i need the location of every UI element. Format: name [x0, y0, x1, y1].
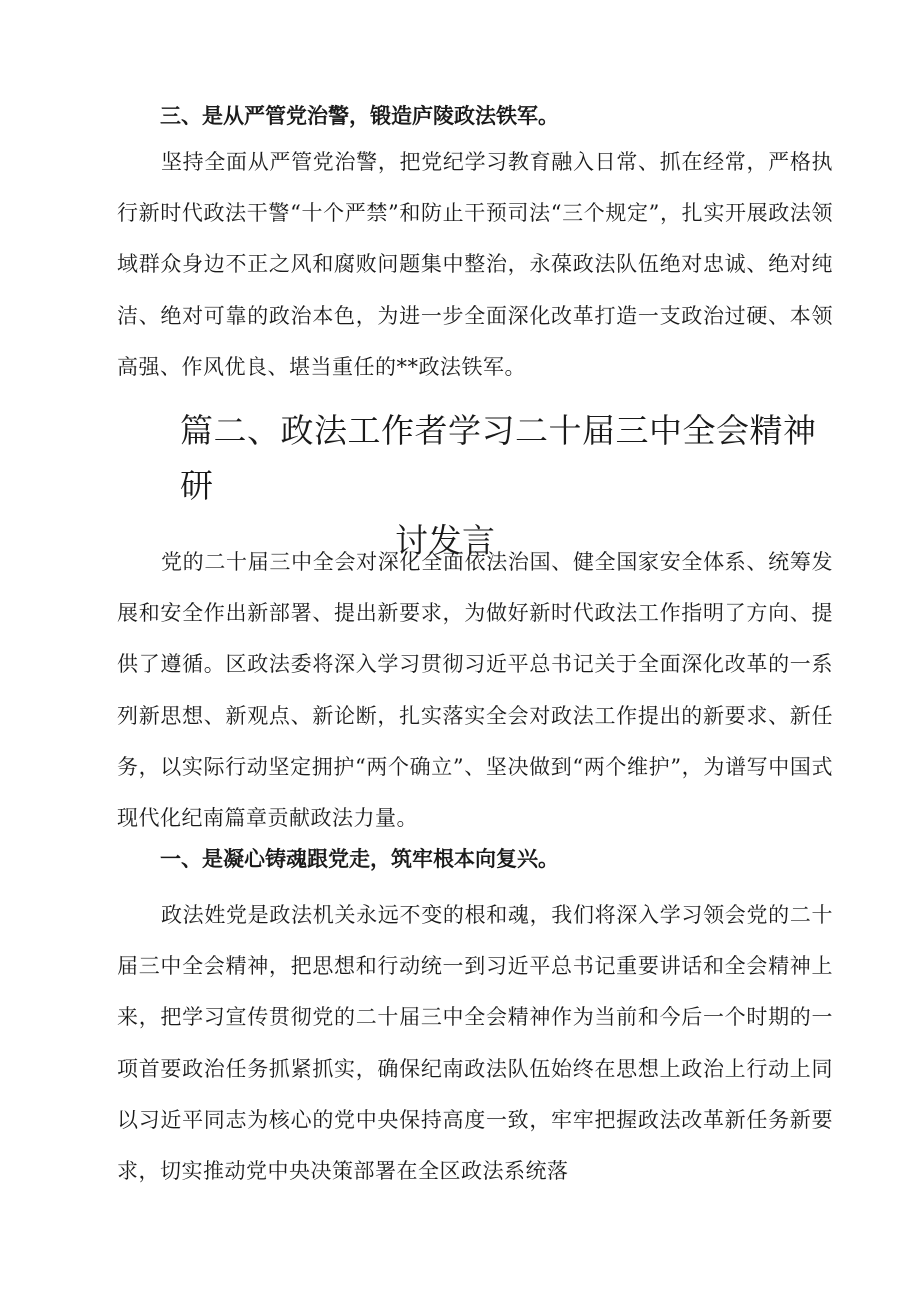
section-paragraph-1: 政法姓党是政法机关永远不变的根和魂，我们将深入学习领会党的二十届三中全会精神，把思想和行动统一到习近平总书记重要讲话和全会精神上来，把学习宣传贯彻党的二十届三中全会精神作为当前和今后一个时期的一项首要政治任务抓紧抓实，确保纪南政法队伍始终在思想上政治上行动上同以习近平同志为核心的党中央保持高度一致，牢牢把握政法改革新任务新要求，切实推动党中央决策部署在全区政法系统落 — [117, 903, 833, 1184]
article-title-line2: 讨发言 — [395, 521, 496, 560]
intro-paragraph: 党的二十届三中全会对深化全面依法治国、健全国家安全体系、统筹发展和安全作出新部署、提出新要求，为做好新时代政法工作指明了方向、提供了遵循。区政法委将深入学习贯彻习近平总书记关于全面深化改革的一系列新思想、新观点、新论断，扎实落实全会对政法工作提出的新要求、新任务，以实际行动坚定拥护“两个确立”、坚决做到“两个维护”，为谱写中国式现代化纪南篇章贡献政法力量。 — [117, 550, 833, 831]
section-paragraph-3: 坚持全面从严管党治警，把党纪学习教育融入日常、抓在经常，严格执行新时代政法干警“十个严禁”和防止干预司法“三个规定”，扎实开展政法领域群众身边不正之风和腐败问题集中整治，永葆政法队伍绝对忠诚、绝对纯洁、绝对可靠的政治本色，为进一步全面深化改革打造一支政治过硬、本领高强、作风优良、堪当重任的**政法铁军。 — [117, 150, 833, 379]
article-title-line1: 篇二、政法工作者学习二十届三中全会精神研 — [180, 411, 817, 505]
section-heading-1: 一、是凝心铸魂跟党走，筑牢根本向复兴。 — [160, 847, 559, 871]
section-heading-3: 三、是从严管党治警，锻造庐陵政法铁军。 — [160, 104, 559, 128]
